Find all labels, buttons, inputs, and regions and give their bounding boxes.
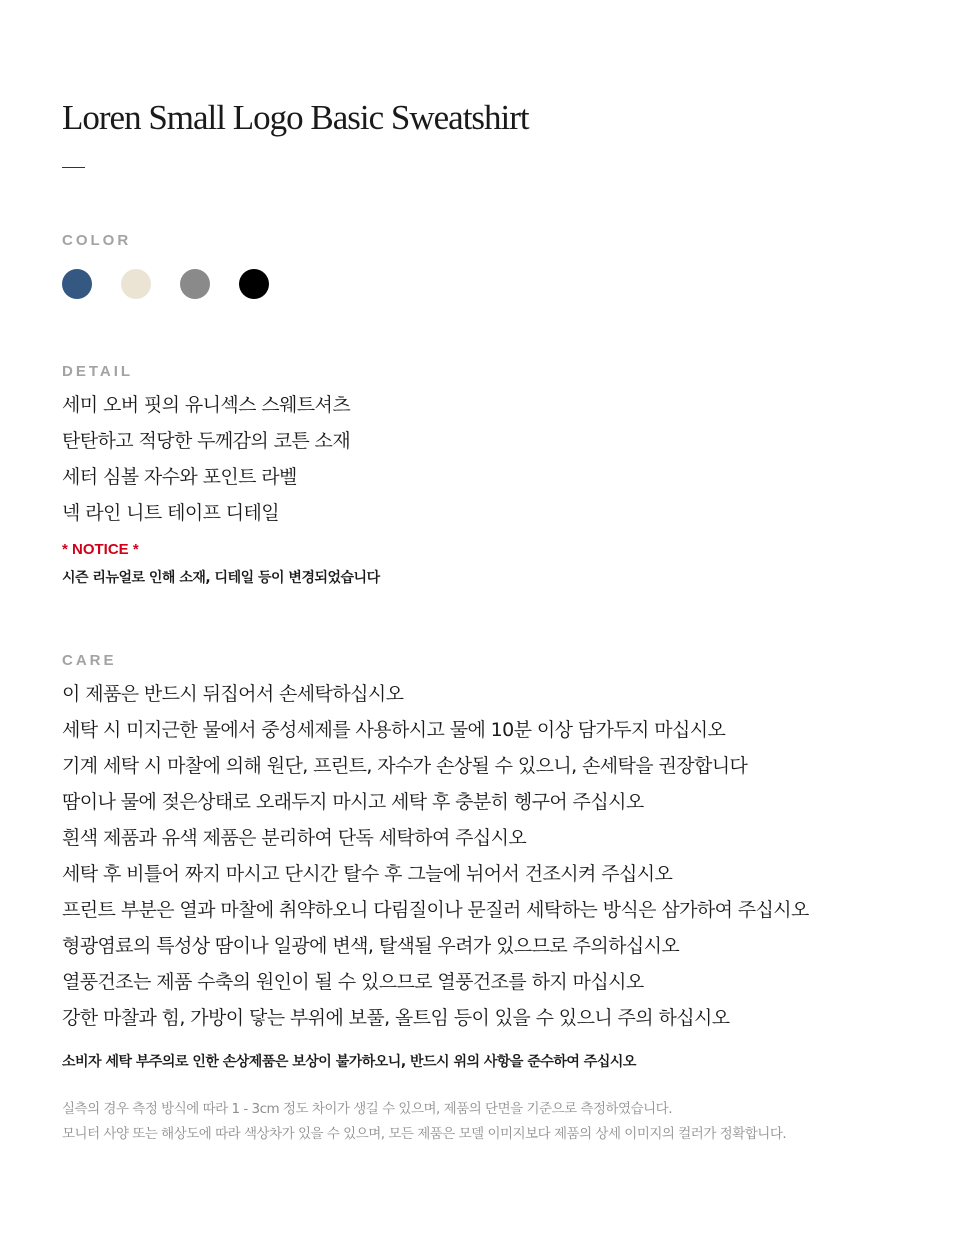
care-line: 강한 마찰과 힘, 가방이 닿는 부위에 보풀, 올트임 등이 있을 수 있으니 주의 하십시오 bbox=[62, 1007, 730, 1029]
color-section-label: COLOR bbox=[62, 232, 132, 249]
color-swatch-gray[interactable] bbox=[180, 269, 210, 299]
care-list bbox=[62, 676, 809, 1036]
product-title: Loren Small Logo Basic Sweatshirt bbox=[62, 98, 529, 137]
care-line: 형광염료의 특성상 땀이나 일광에 변색, 탈색될 우려가 있으므로 주의하십시오 bbox=[62, 935, 680, 957]
notice-title: * NOTICE * bbox=[62, 541, 139, 558]
detail-line: 탄탄하고 적당한 두께감의 코튼 소재 bbox=[62, 430, 351, 452]
detail-list bbox=[62, 387, 350, 531]
detail-section-label: DETAIL bbox=[62, 363, 134, 380]
title-divider bbox=[62, 167, 85, 168]
care-line: 열풍건조는 제품 수축의 원인이 될 수 있으므로 열풍건조를 하지 마십시오 bbox=[62, 971, 644, 993]
detail-line: 세터 심볼 자수와 포인트 라벨 bbox=[62, 466, 297, 488]
care-section-label: CARE bbox=[62, 652, 117, 669]
care-line: 세탁 시 미지근한 물에서 중성세제를 사용하시고 물에 10분 이상 담가두지 마십시오 bbox=[62, 719, 726, 741]
care-line: 이 제품은 반드시 뒤집어서 손세탁하십시오 bbox=[62, 683, 404, 705]
color-swatch-navy[interactable] bbox=[62, 269, 92, 299]
care-line: 기계 세탁 시 마찰에 의해 원단, 프린트, 자수가 손상될 수 있으니, 손세탁을 권장합니다 bbox=[62, 755, 748, 777]
care-line: 세탁 후 비틀어 짜지 마시고 단시간 탈수 후 그늘에 뉘어서 건조시켜 주십시오 bbox=[62, 863, 673, 885]
care-warning: 소비자 세탁 부주의로 인한 손상제품은 보상이 불가하오니, 반드시 위의 사항을 준수하여 주십시오 bbox=[62, 1054, 636, 1070]
footnote: 모니터 사양 또는 해상도에 따라 색상차가 있을 수 있으며, 모든 제품은 모델 이미지보다 제품의 상세 이미지의 컬러가 정확합니다. bbox=[62, 1126, 787, 1142]
notice-text: 시즌 리뉴얼로 인해 소재, 디테일 등이 변경되었습니다 bbox=[62, 570, 380, 586]
care-line: 땀이나 물에 젖은상태로 오래두지 마시고 세탁 후 충분히 헹구어 주십시오 bbox=[62, 791, 644, 813]
color-swatch-black[interactable] bbox=[239, 269, 269, 299]
detail-line: 세미 오버 핏의 유니섹스 스웨트셔츠 bbox=[62, 394, 351, 416]
measurement-footnotes bbox=[62, 1097, 786, 1147]
color-swatch-ivory[interactable] bbox=[121, 269, 151, 299]
care-line: 프린트 부분은 열과 마찰에 취약하오니 다림질이나 문질러 세탁하는 방식은 삼가하여 주십시오 bbox=[62, 899, 809, 921]
color-swatch-list bbox=[62, 269, 269, 299]
care-line: 흰색 제품과 유색 제품은 분리하여 단독 세탁하여 주십시오 bbox=[62, 827, 527, 849]
detail-line: 넥 라인 니트 테이프 디테일 bbox=[62, 502, 280, 524]
footnote: 실측의 경우 측정 방식에 따라 1 - 3cm 정도 차이가 생길 수 있으며, 제품의 단면을 기준으로 측정하였습니다. bbox=[62, 1101, 673, 1117]
